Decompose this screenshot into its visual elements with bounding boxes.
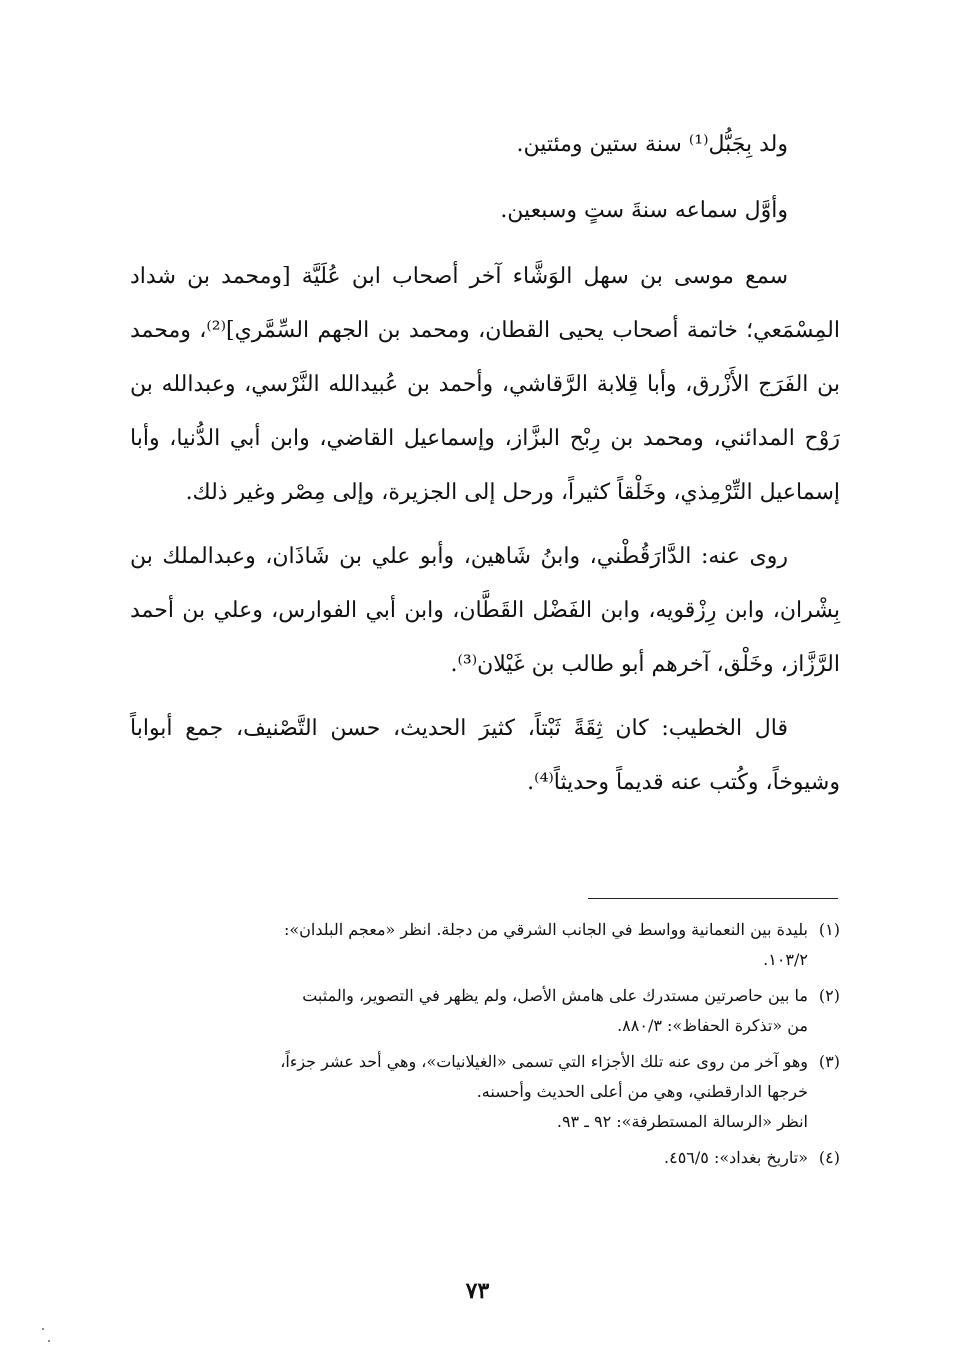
footnote-3 (140, 1047, 840, 1137)
footnote-line: من «تذكرة الحفاظ»: ٨٨٠/٣. (617, 1016, 808, 1035)
footnote-1 (140, 915, 840, 975)
footnote-separator (588, 898, 838, 899)
footnote-body (140, 1047, 808, 1137)
footnote-line: ما بين حاصرتين مستدرك على هامش الأصل، ولم يظهر في التصوير، والمثبت (302, 986, 808, 1005)
footnote-line: وهو آخر من روى عنه تلك الأجزاء التي تسمى «الغيلانيات»، وهي أحد عشر جزءاً، (280, 1052, 808, 1071)
footnote-body (140, 1143, 808, 1173)
footnote-body (140, 981, 808, 1041)
footnote-number: (٢) (818, 986, 840, 1005)
paragraph-khatib-quote: قال الخطيب: كان ثِقَةً ثَبْتاً، كثيرَ الحديث، حسن التَّصْنيف، جمع أبواباً وشيوخاً، وكُتب عنه قديماً وحديثاً⁽⁴⁾. (130, 716, 840, 795)
footnote-line: انظر «الرسالة المستطرفة»: ٩٢ ـ ٩٣. (556, 1112, 808, 1131)
footnote-line: بليدة بين النعمانية وواسط في الجانب الشرقي من دجلة. انظر «معجم البلدان»: (283, 920, 808, 939)
footnote-4 (140, 1143, 840, 1173)
footnote-line: «تاريخ بغداد»: ٤٥٦/٥. (664, 1148, 808, 1167)
paragraph-students: روى عنه: الدَّارَقُطْني، وابنُ شَاهين، وأبو علي بن شَاذَان، وعبدالملك بن بِشْران، وابن رِزْقويه، وابن الفَضْل القَطَّان، وابن أبي الفوارس، وعلي بن أحمد الرَّزَّاز، وخَلْق، آخرهم أبو طالب بن غَيْلان⁽³⁾. (130, 544, 840, 677)
scan-speck (48, 1340, 50, 1342)
main-text (130, 118, 840, 820)
scan-speck (42, 1328, 44, 1330)
footnote-2 (140, 981, 840, 1041)
paragraph-first-hearing: وأوَّل سماعه سنةَ ستٍ وسبعين. (500, 198, 788, 223)
footnote-body (140, 915, 808, 975)
footnote-number: (٤) (818, 1148, 840, 1167)
footnote-line: خرجها الدارقطني، وهي من أعلى الحديث وأحسنه. (476, 1082, 808, 1101)
page-number: ٧٣ (465, 1278, 490, 1304)
paragraph-teachers: سمع موسى بن سهل الوَشَّاء آخر أصحاب ابن عُلَيَّة [ومحمد بن شداد المِسْمَعي؛ خاتمة أصحاب يحيى القطان، ومحمد بن الجهم السِّمَّري]⁽²⁾، ومحمد بن الفَرَج الأَزْرق، وأبا قِلابة الرَّقاشي، وأحمد بن عُبيدالله النَّرْسي، وعبدالله بن رَوْح المدائني، ومحمد بن رِبْح البزَّاز، وإسماعيل القاضي، وابن أبي الدُّنيا، وأبا إسماعيل التِّرْمِذي، وخَلْقاً كثيراً، ورحل إلى الجزيرة، وإلى مِصْر وغير ذلك. (130, 264, 840, 505)
footnote-line: ١٠٣/٢. (763, 950, 808, 969)
footnote-number: (١) (818, 920, 840, 939)
paragraph-birth: ولد بِجَبُّل⁽¹⁾ سنة ستين ومئتين. (516, 132, 788, 157)
footnotes (140, 915, 840, 1179)
footnote-number: (٣) (818, 1052, 840, 1071)
